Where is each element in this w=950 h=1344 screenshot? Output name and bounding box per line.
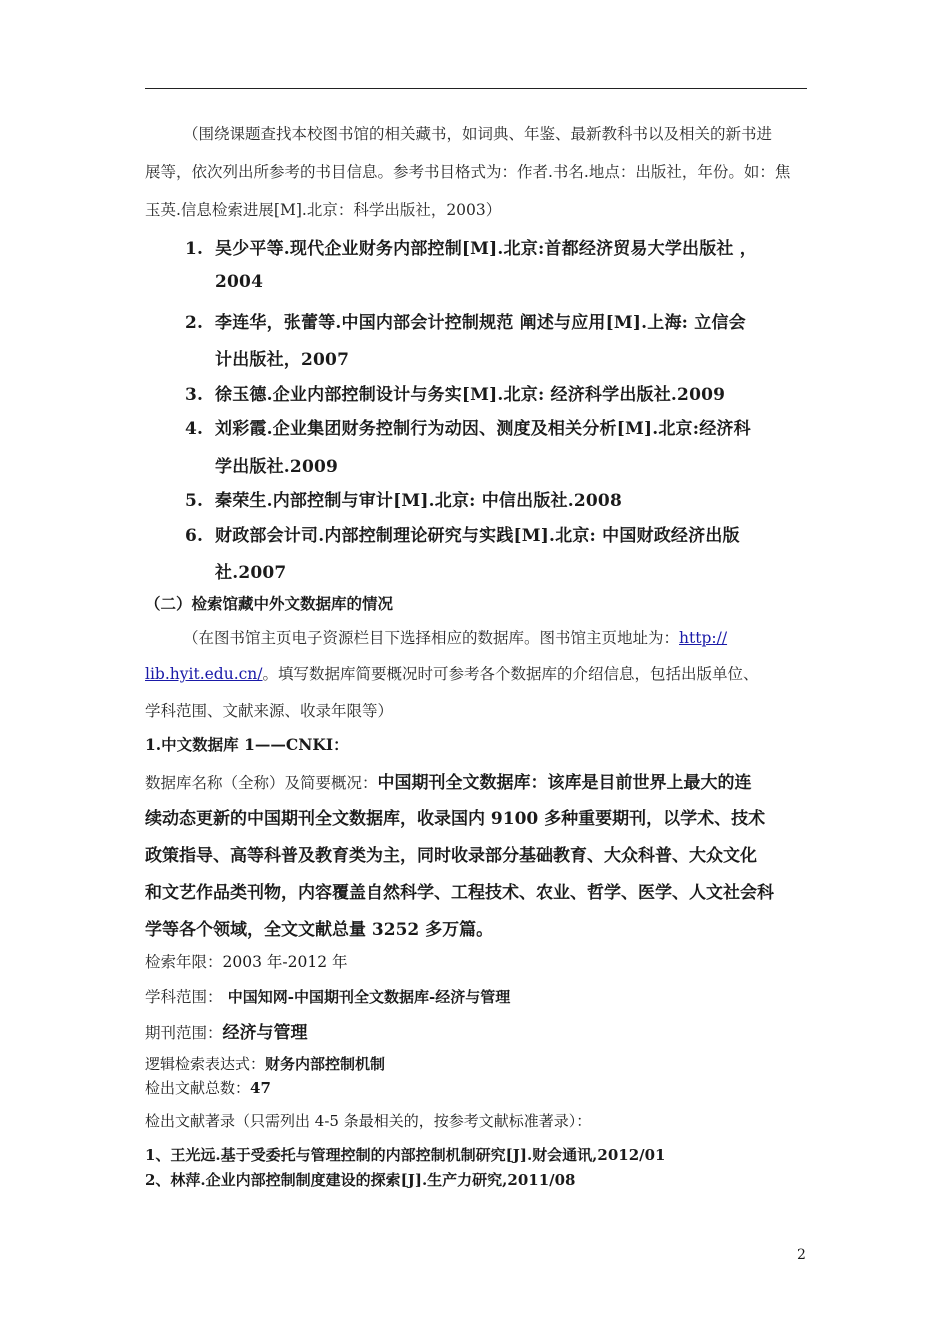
ref-text: 财政部会计司.内部控制理论研究与实践[M].北京: 中国财政经济出版 — [215, 526, 740, 546]
ref-text: 刘彩霞.企业集团财务控制行为动因、测度及相关分析[M].北京:经济科 — [215, 419, 751, 439]
ref-item-1 — [185, 234, 757, 259]
ref-number: 1. — [185, 239, 204, 259]
ref-number: 3. — [185, 385, 204, 405]
records-label: 检出文献著录（只需列出 4-5 条最相关的，按参考文献标准著录）： — [145, 1112, 592, 1130]
journal-field — [145, 1018, 308, 1043]
count-field — [145, 1077, 271, 1098]
ref-item-4 — [185, 414, 751, 439]
subject-label: 学科范围： — [145, 988, 223, 1006]
count-value: 47 — [250, 1079, 271, 1097]
ref-text: 徐玉德.企业内部控制设计与务实[M].北京: 经济科学出版社.2009 — [215, 385, 726, 405]
expr-label: 逻辑检索表达式： — [145, 1055, 266, 1073]
ref-number: 6. — [185, 526, 204, 546]
ref-item-3 — [185, 380, 725, 405]
db-intro-line-1 — [183, 626, 727, 648]
db-desc-line-1 — [145, 768, 752, 793]
ref-item-2-cont: 计出版社，2007 — [215, 350, 350, 370]
result-item-2: 2、林萍.企业内部控制制度建设的探索[J].生产力研究,2011/08 — [145, 1171, 576, 1189]
page-number: 2 — [797, 1247, 806, 1263]
result-item-1: 1、王光远.基于受委托与管理控制的内部控制机制研究[J].财会通讯,2012/01 — [145, 1146, 666, 1164]
expr-field — [145, 1053, 385, 1074]
ref-item-5 — [185, 486, 622, 511]
library-homepage-link-part2[interactable]: lib.hyit.edu.cn/ — [145, 665, 263, 683]
db-desc-text: 中国期刊全文数据库：该库是目前世界上最大的连 — [377, 773, 752, 793]
intro-line-1: （围绕课题查找本校图书馆的相关藏书，如词典、年鉴、最新教科书以及相关的新书进 — [183, 125, 773, 143]
db-desc-line-4: 和文艺作品类刊物，内容覆盖自然科学、工程技术、农业、哲学、医学、人文社会科 — [145, 883, 774, 903]
ref-number: 4. — [185, 419, 204, 439]
ref-text: 吴少平等.现代企业财务内部控制[M].北京:首都经济贸易大学出版社 ， — [215, 239, 757, 259]
ref-item-6-cont: 社.2007 — [215, 563, 287, 583]
ref-item-1-cont: 2004 — [215, 272, 264, 292]
years-label: 检索年限： — [145, 953, 223, 971]
years-value: 2003 年-2012 年 — [222, 953, 348, 971]
ref-text: 秦荣生.内部控制与审计[M].北京: 中信出版社.2008 — [215, 491, 622, 511]
intro-line-2: 展等，依次列出所参考的书目信息。参考书目格式为：作者.书名.地点：出版社，年份。如：焦 — [145, 163, 791, 181]
intro-line-3: 玉英.信息检索进展[M].北京：科学出版社，2003） — [145, 201, 502, 219]
subject-value: 中国知网-中国期刊全文数据库-经济与管理 — [222, 988, 511, 1006]
library-homepage-link-part1[interactable]: http:// — [679, 629, 728, 647]
ref-text: 李连华，张蕾等.中国内部会计控制规范 阐述与应用[M].上海: 立信会 — [215, 313, 746, 333]
ref-item-6 — [185, 521, 740, 546]
db-intro-line-3: 学科范围、文献来源、收录年限等） — [145, 702, 394, 720]
journal-value: 经济与管理 — [222, 1023, 308, 1043]
db-intro-line-2 — [145, 662, 759, 684]
db1-title: 1.中文数据库 1——CNKI： — [145, 735, 349, 754]
header-rule — [145, 88, 807, 89]
db-desc-line-2: 续动态更新的中国期刊全文数据库，收录国内 9100 多种重要期刊，以学术、技术 — [145, 809, 766, 829]
ref-item-4-cont: 学出版社.2009 — [215, 457, 339, 477]
ref-number: 5. — [185, 491, 204, 511]
db-intro-text: 。填写数据库简要概况时可参考各个数据库的介绍信息，包括出版单位、 — [262, 665, 759, 683]
ref-number: 2. — [185, 313, 204, 333]
years-field — [145, 950, 348, 972]
db-desc-line-3: 政策指导、高等科普及教育类为主，同时收录部分基础教育、大众科普、大众文化 — [145, 846, 757, 866]
subject-field — [145, 985, 510, 1007]
db-desc-label: 数据库名称（全称）及简要概况： — [145, 774, 378, 792]
count-label: 检出文献总数： — [145, 1079, 251, 1097]
ref-item-2 — [185, 308, 746, 333]
db-intro-text: （在图书馆主页电子资源栏目下选择相应的数据库。图书馆主页地址为： — [183, 629, 680, 647]
expr-value: 财务内部控制机制 — [265, 1055, 386, 1073]
section-2-title: （二）检索馆藏中外文数据库的情况 — [145, 594, 394, 613]
db-desc-line-5: 学等各个领域，全文文献总量 3252 多万篇。 — [145, 920, 494, 940]
journal-label: 期刊范围： — [145, 1024, 223, 1042]
